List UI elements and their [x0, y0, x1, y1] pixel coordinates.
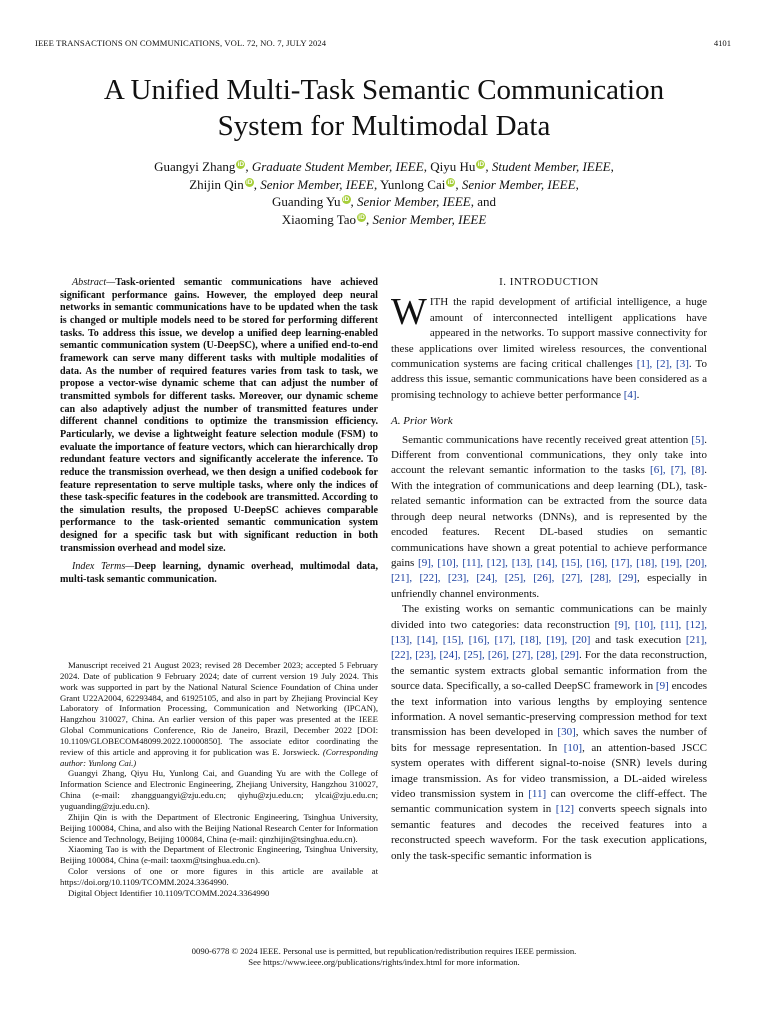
paper-title: [0, 72, 768, 144]
footnote-affiliation: Guangyi Zhang, Qiyu Hu, Yunlong Cai, and Guanding Yu are with the College of Information Science and Electronic Engineering, Zhejiang University, Hangzhou 310027, China (e-mail: zhangguangyi@zju.edu.cn; qiyhu@zju.edu.cn; ylcai@zju.edu.cn; yuguanding@zju.edu.cn).: [60, 768, 378, 811]
paragraph-text: converts speech signals into semantic features and decodes the received features into a reconstructed speech waveform. For the task execution applications, only the task-specific semantic information is: [391, 803, 707, 862]
left-column: [60, 277, 378, 587]
citation-link[interactable]: [10]: [563, 741, 583, 754]
orcid-icon[interactable]: iD: [342, 196, 350, 203]
paragraph-text: , an attention-based JSCC system operates with different signal-to-noise (SNR) levels during image transmission. As for video transmission, a DL-aided wireless video transmission system in: [391, 741, 708, 800]
citation-link[interactable]: [9]: [655, 680, 669, 693]
footnote-manuscript: [60, 660, 378, 768]
citation-link[interactable]: [6], [7], [8]: [650, 464, 705, 477]
corresponding-author: (Corresponding author: Yunlong Cai.): [60, 746, 379, 768]
citation-link[interactable]: [21], [22], [23], [24], [25], [26], [27], [28], [29]: [391, 633, 707, 662]
author-role: Graduate Student Member, IEEE: [251, 159, 424, 174]
author-role: Senior Member, IEEE: [357, 194, 471, 209]
orcid-icon[interactable]: iD: [447, 178, 455, 186]
paragraph-text: . To address this issue, semantic communications have been considered as a promising technology to achieve better performance: [391, 358, 707, 401]
footnotes: [60, 660, 378, 899]
rights-link-line[interactable]: See https://www.ieee.org/publications/rights/index.html for more information.: [248, 957, 520, 967]
author-role: Senior Member, IEEE: [372, 211, 487, 227]
drop-cap: W: [391, 291, 427, 334]
abstract-text: Task-oriented semantic communications have achieved significant performance gains. However, the employed deep neural networks in semantic communications have to be updated when the task is changed or multiple models need to be stored for performing different tasks. To address this issue, we develop a unified deep learning-enabled semantic communication system (U-DeepSC), where a unified end-to-end framework can serve many different tasks with multiple modalities of data. As the number of required features varies from task to task, we propose a vector-wise dynamic scheme that can adjust the number of transmitted symbols for different tasks. Moreover, our dynamic scheme can also adaptively adjust the number of transmitted features under different channel conditions to optimize the transmission efficiency. Particularly, we devise a lightweight feature selection module (FSM) to evaluate the importance of feature vectors, which can hierarchically drop redundant feature vectors and significantly accelerate the inference. To reduce the transmission overhead, we then design a unified codebook for feature representation to serve multiple tasks, where only the indices of these task-specific features in the codebook are transmitted. According to the simulation results, the proposed U-DeepSC achieves comparable performance to the task-oriented semantic communication system designed for a specific task but with significant reduction in both transmission overhead and model size.: [60, 277, 378, 554]
citation-link[interactable]: [9], [10], [11], [12], [13], [14], [15], [16], [17], [18], [19], [20], [21], [22], [23], [24], [25], [26], [27], [28], [29]: [391, 556, 707, 585]
title-line-2: System for Multimodal Data: [217, 110, 551, 142]
section-heading: I. INTRODUCTION: [499, 276, 599, 288]
running-header: IEEE TRANSACTIONS ON COMMUNICATIONS, VOL. 72, NO. 7, JULY 2024: [35, 38, 327, 48]
paragraph-text: encodes the text information into various lengths by employing sentence information. A novel semantic-preserving compression method for text transmission has been developed in: [391, 680, 707, 739]
author-name: Xiaoming Tao: [281, 211, 357, 227]
citation-link[interactable]: [5]: [691, 433, 705, 446]
citation-link[interactable]: [4]: [623, 388, 637, 401]
citation-link[interactable]: [12]: [555, 803, 575, 816]
citation-link[interactable]: [11]: [528, 788, 547, 800]
subsection-heading: A. Prior Work: [391, 415, 453, 428]
footnote-text: Manuscript received 21 August 2023; revised 28 December 2023; accepted 5 February 2024. Date of publication 9 February 2024; date of current version 19 July 2024. This work was supported in part by the National Natural Science Foundation of China under Grant U22A2004, 62293484, and 61925105, and also in part by Zhejiang Provincial Key Laboratory of Information Processing, Communication and Networking (IPCAN), Hangzhou 310027, China. An earlier version of this paper was presented at the IEEE Global Communications Conference, Rio de Janeiro, Brazil, December 2022 [DOI: 10.1109/GLOBECOM48099.2022.10000850]. The associate editor coordinating the review of this article and approving it for publication was E. Jorswieck.: [60, 660, 378, 757]
author-name: Guangyi Zhang: [154, 159, 236, 174]
intro-paragraph: [391, 291, 707, 403]
right-column: [391, 275, 707, 864]
paragraph-text: can overcome the cliff-effect. The semantic communication system in: [391, 788, 707, 816]
footnote-affiliation: Xiaoming Tao is with the Department of Electronic Engineering, Tsinghua University, Beijing 100084, China (e-mail: taoxm@tsinghua.edu.cn).: [60, 844, 378, 866]
abstract: [60, 277, 378, 555]
author-name: Zhijin Qin: [189, 176, 244, 192]
author-line-2: Zhijin Qin iD, Senior Member, IEEE, Yunlong Cai iD, Senior Member, IEEE,: [189, 176, 579, 192]
orcid-icon[interactable]: iD: [245, 178, 253, 186]
paragraph-text: . Different from conventional communications, they only take into account the relevant semantic information to the tasks: [391, 433, 707, 477]
author-line-4: Xiaoming Tao iD, Senior Member, IEEE: [281, 211, 487, 227]
footnote-doi: Digital Object Identifier 10.1109/TCOMM.2024.3364990: [68, 887, 270, 898]
orcid-icon[interactable]: iD: [358, 213, 365, 221]
paragraph-text: ITH the rapid development of artificial intelligence, a huge amount of interconnected intelligent applications have appeared in the networks. To support massive connectivity for these applications over limited wireless resources, the conventional communication systems are facing critical challenges: [391, 296, 707, 371]
author-conjunction: and: [477, 194, 496, 209]
author-role: Student Member, IEEE: [491, 159, 611, 174]
author-role: Senior Member, IEEE: [260, 176, 374, 192]
paragraph-text: . With the integration of communications and deep learning (DL), task-related semantic information can be extracted from the source data through deep neural networks (DNNs), and is represented by the encoded features. Recent DL-based studies on semantic communications have shown a great potential to achieve performance gains: [391, 464, 707, 569]
author-line-3: Guanding Yu iD, Senior Member, IEEE, and: [272, 194, 496, 209]
footnote-color-versions: Color versions of one or more figures in this article are available at https://doi.org/10.1109/TCOMM.2024.3364990.: [60, 866, 378, 887]
author-name: Guanding Yu: [272, 194, 341, 209]
orcid-icon[interactable]: iD: [477, 161, 485, 168]
paragraph-text: , which saves the number of bits for message representation. In: [391, 726, 707, 754]
author-name: Yunlong Cai: [379, 176, 446, 192]
citation-link[interactable]: [30]: [557, 726, 576, 739]
abstract-label: Abstract—: [72, 277, 116, 288]
paragraph-text: , especially in unfriendly channel environments.: [391, 572, 707, 600]
prior-work-paragraph: [391, 602, 707, 864]
orcid-icon[interactable]: iD: [237, 161, 245, 168]
paragraph-text: and task execution: [590, 633, 686, 646]
page-number: 4101: [713, 38, 731, 48]
paragraph-text: .: [636, 388, 640, 401]
paragraph-text: Semantic communications have recently received great attention: [402, 433, 692, 446]
index-terms: [60, 561, 378, 586]
index-terms-text: Deep learning, dynamic overhead, multimodal data, multi-task semantic communication.: [60, 561, 378, 586]
title-line-1: A Unified Multi-Task Semantic Communication: [103, 74, 665, 106]
paragraph-text: . For the data reconstruction, the semantic system extracts global semantic information from the source data. Specifically, a so-called DeepSC framework in: [391, 649, 708, 693]
index-terms-label: Index Terms—: [72, 561, 135, 573]
author-list: [0, 158, 768, 228]
citation-link[interactable]: [1], [2], [3]: [636, 358, 689, 371]
copyright-footer: [0, 946, 768, 968]
author-role: Senior Member, IEEE: [461, 176, 576, 192]
footnote-affiliation: Zhijin Qin is with the Department of Electronic Engineering, Tsinghua University, Beijing 100084, China, and also with the Beijing National Research Center for Information Science and Technology, Beijing 100084, China (e-mail: qinzhijin@tsinghua.edu.cn).: [60, 811, 378, 844]
copyright-line: 0090-6778 © 2024 IEEE. Personal use is permitted, but republication/redistribution requires IEEE permission.: [191, 946, 577, 956]
paragraph-text: The existing works on semantic communications can be mainly divided into two categories: data reconstruction: [391, 603, 707, 631]
prior-work-paragraph: [391, 433, 707, 602]
author-name: Qiyu Hu: [430, 159, 476, 174]
citation-link[interactable]: [9], [10], [11], [12], [13], [14], [15], [16], [17], [18], [19], [20]: [391, 618, 707, 646]
author-line-1: Guangyi Zhang iD, Graduate Student Member, IEEE, Qiyu Hu iD, Student Member, IEEE,: [154, 159, 614, 174]
